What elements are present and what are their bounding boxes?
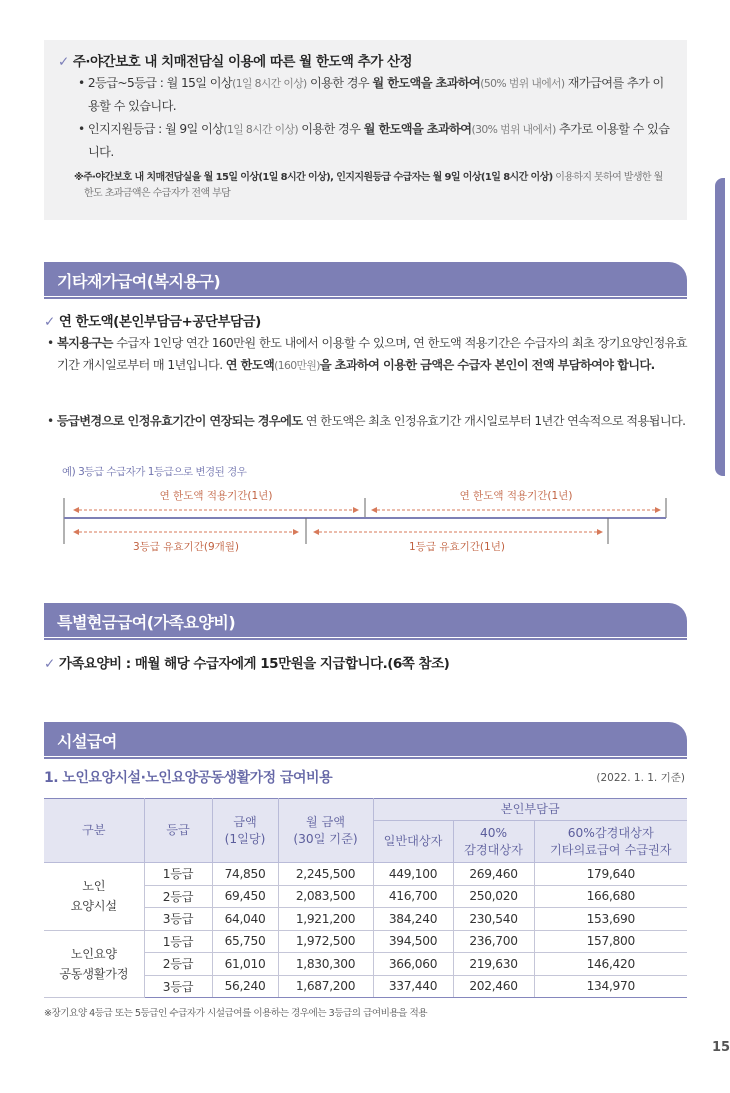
table-cell: 134,970 — [534, 975, 687, 998]
table-cell: 250,020 — [453, 885, 534, 908]
table-cell: 1등급 — [144, 863, 212, 886]
timeline-bottom-left-label: 3등급 유효기간(9개월) — [132, 541, 240, 553]
welfare-paragraph-1: • 복지용구는 수급자 1인당 연간 160만원 한도 내에서 이용할 수 있으며, 연 한도액 적용기간은 수급자의 최초 장기요양인정유효기간 개시일로부터 매 1년입니다. 연 한도액(160만원)을 초과하여 이용한 금액은 수급자 본인이 전액 부담하여야 합니다. — [47, 336, 687, 372]
table-cell: 1,921,200 — [278, 908, 373, 931]
table-row — [44, 930, 687, 953]
header-general: 일반대상자 — [373, 821, 453, 863]
table-cell: 157,800 — [534, 930, 687, 953]
welfare-subhead: ✓ 연 한도액(본인부담금+공단부담금) — [44, 314, 261, 330]
table-cell: 416,700 — [373, 885, 453, 908]
table-cell: 166,680 — [534, 885, 687, 908]
fee-table-title: 1. 노인요양시설·노인요양공동생활가정 급여비용 — [44, 770, 333, 786]
header-monthly: 월 금액 (30일 기준) — [278, 799, 373, 863]
table-cell: 2등급 — [144, 953, 212, 976]
table-cell: 1,687,200 — [278, 975, 373, 998]
table-cell: 61,010 — [212, 953, 278, 976]
page-number: 15 — [712, 1040, 730, 1055]
table-cell: 1,830,300 — [278, 953, 373, 976]
header-copay: 본인부담금 — [373, 799, 687, 821]
validity-period-timeline — [60, 484, 672, 556]
facility-fee-table — [44, 798, 687, 998]
timeline-example-label: 예) 3등급 수급자가 1등급으로 변경된 경우 — [62, 466, 247, 478]
dementia-care-info-box — [44, 40, 687, 220]
fee-table-footnote: ※장기요양 4등급 또는 5등급인 수급자가 시설급여를 이용하는 경우에는 3등급의 급여비용을 적용 — [44, 1008, 428, 1019]
info-bullet-grade2-5: • 2등급~5등급 : 월 15일 이상(1일 8시간 이상) 이용한 경우 월 한도액을 초과하여(50% 범위 내에서) 재가급여를 추가 이용할 수 있습니다. — [78, 76, 664, 113]
table-cell: 337,440 — [373, 975, 453, 998]
table-cell: 236,700 — [453, 930, 534, 953]
table-cell: 3등급 — [144, 975, 212, 998]
table-cell: 179,640 — [534, 863, 687, 886]
row-group-label: 노인요양 공동생활가정 — [44, 930, 144, 998]
table-cell: 394,500 — [373, 930, 453, 953]
timeline-bottom-right-label: 1등급 유효기간(1년) — [409, 541, 505, 553]
header-reduced-60: 60%감경대상자 기타의료급여 수급권자 — [534, 821, 687, 863]
table-cell: 230,540 — [453, 908, 534, 931]
info-box-note: ※주·야간보호 내 치매전담실을 월 15일 이상(1일 8시간 이상), 인지지원등급 수급자는 월 9일 이상(1일 8시간 이상) 이용하지 못하여 발생한 월 한도 초과금액은 수급자가 전액 부담 — [74, 172, 663, 199]
timeline-top-right-label: 연 한도액 적용기간(1년) — [459, 490, 573, 502]
table-cell: 65,750 — [212, 930, 278, 953]
side-tab-marker — [715, 178, 725, 476]
row-group-label: 노인 요양시설 — [44, 863, 144, 931]
cash-benefit-line: ✓ 가족요양비 : 매월 해당 수급자에게 15만원을 지급합니다.(6쪽 참조) — [44, 656, 450, 672]
table-cell: 219,630 — [453, 953, 534, 976]
table-cell: 74,850 — [212, 863, 278, 886]
table-cell: 2,083,500 — [278, 885, 373, 908]
timeline-top-left-label: 연 한도액 적용기간(1년) — [159, 490, 273, 502]
table-cell: 449,100 — [373, 863, 453, 886]
table-row — [44, 863, 687, 886]
section-title-welfare-equipment: 기타재가급여(복지용구) — [44, 262, 687, 296]
header-reduced-40: 40% 감경대상자 — [453, 821, 534, 863]
header-category: 구분 — [44, 799, 144, 863]
table-cell: 153,690 — [534, 908, 687, 931]
check-icon: ✓ — [44, 314, 55, 330]
table-cell: 2,245,500 — [278, 863, 373, 886]
table-cell: 366,060 — [373, 953, 453, 976]
section-title-facility: 시설급여 — [44, 722, 687, 756]
table-cell: 146,420 — [534, 953, 687, 976]
header-grade: 등급 — [144, 799, 212, 863]
table-cell: 384,240 — [373, 908, 453, 931]
fee-table-date: (2022. 1. 1. 기준) — [596, 772, 685, 784]
section-title-special-cash: 특별현금급여(가족요양비) — [44, 603, 687, 637]
check-icon: ✓ — [44, 656, 55, 672]
table-cell: 1등급 — [144, 930, 212, 953]
table-cell: 3등급 — [144, 908, 212, 931]
info-bullet-cognitive-grade: • 인지지원등급 : 월 9일 이상(1일 8시간 이상) 이용한 경우 월 한도액을 초과하여(30% 범위 내에서) 추가로 이용할 수 있습니다. — [78, 122, 670, 159]
table-cell: 56,240 — [212, 975, 278, 998]
welfare-paragraph-2: • 등급변경으로 인정유효기간이 연장되는 경우에도 연 한도액은 최초 인정유효기간 개시일로부터 1년간 연속적으로 적용됩니다. — [47, 414, 686, 428]
info-box-title: ✓ 주·야간보호 내 치매전담실 이용에 따른 월 한도액 추가 산정 — [58, 54, 413, 70]
table-cell: 202,460 — [453, 975, 534, 998]
table-cell: 1,972,500 — [278, 930, 373, 953]
table-cell: 2등급 — [144, 885, 212, 908]
table-cell: 64,040 — [212, 908, 278, 931]
table-cell: 269,460 — [453, 863, 534, 886]
header-amount: 금액 (1일당) — [212, 799, 278, 863]
check-icon: ✓ — [58, 54, 69, 70]
table-cell: 69,450 — [212, 885, 278, 908]
